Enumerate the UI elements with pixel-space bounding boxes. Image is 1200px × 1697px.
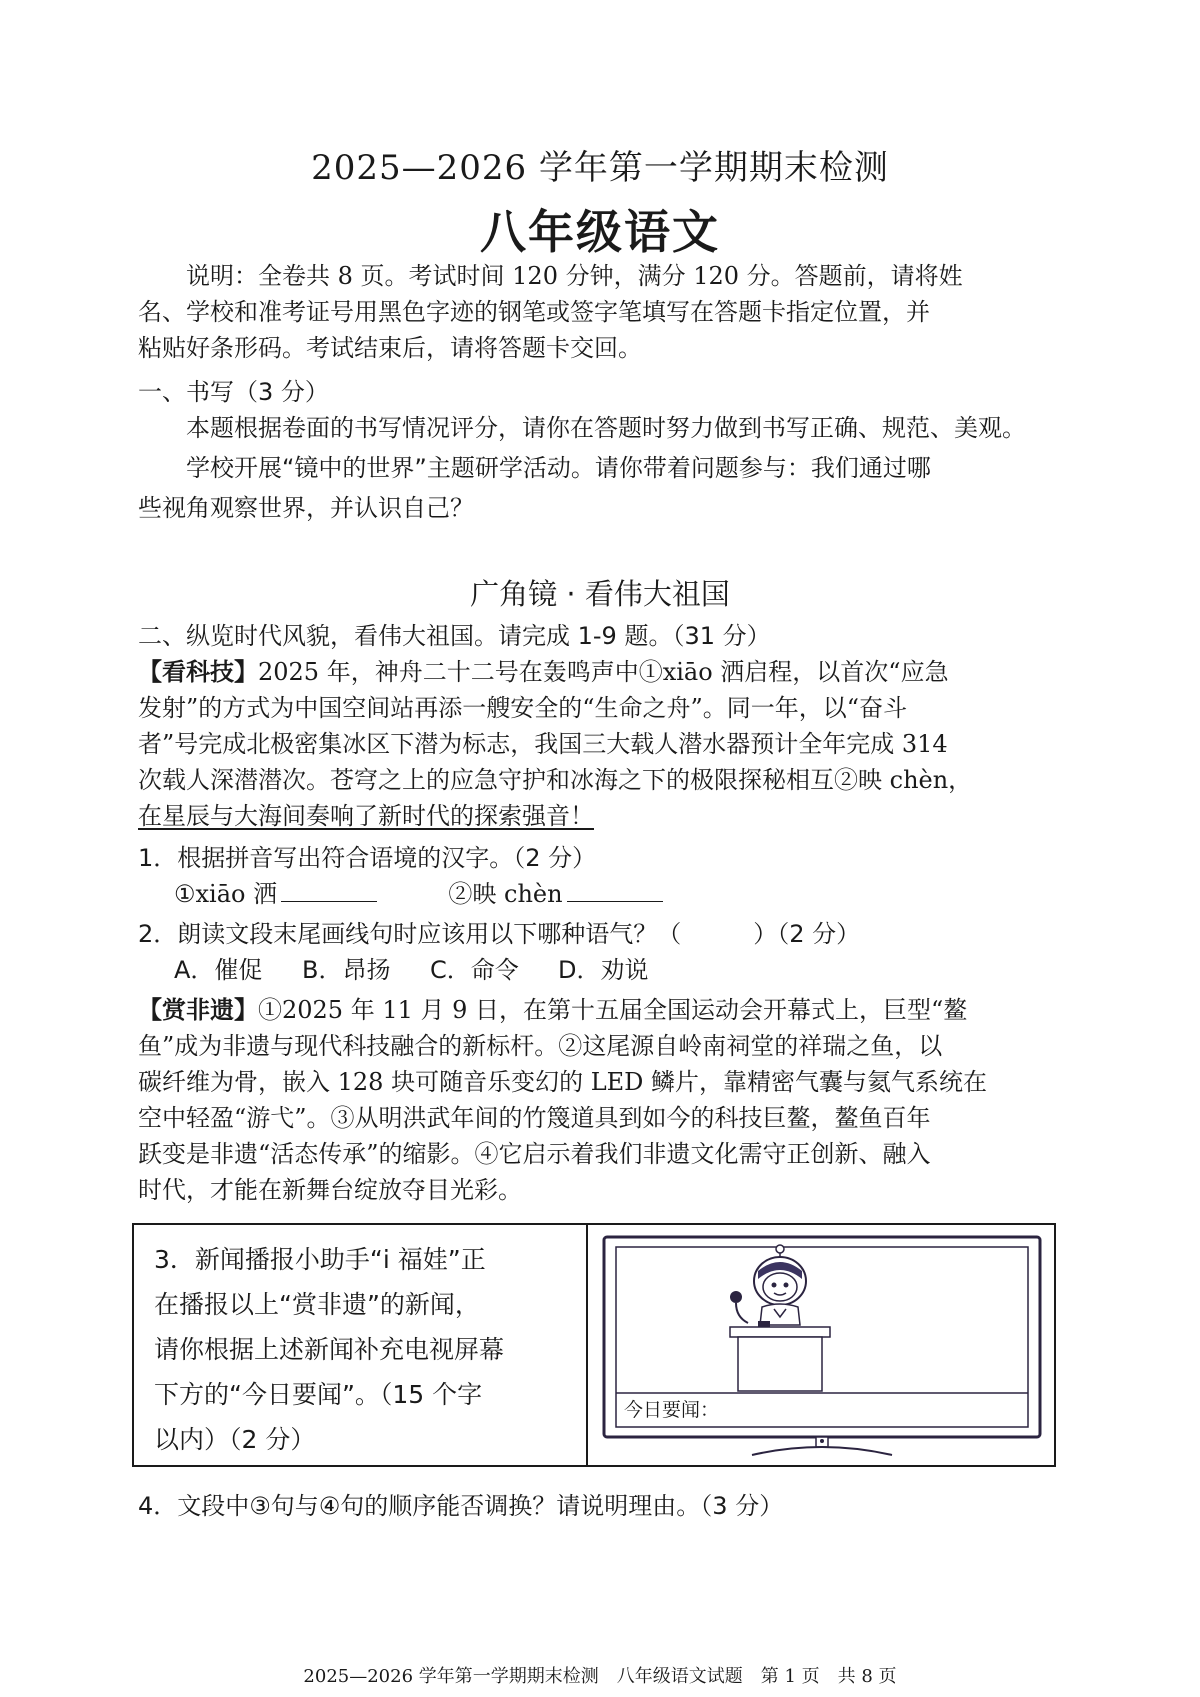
instructions-line-2: 名、学校和准考证号用黑色字迹的钢笔或签字笔填写在答题卡指定位置，并 [138, 298, 930, 326]
tv-stand [752, 1447, 892, 1455]
section-title: 广角镜 · 看伟大祖国 [470, 577, 730, 611]
instructions [138, 258, 1078, 294]
q3-divider [586, 1225, 588, 1465]
part1-text-1: 本题根据卷面的书写情况评分，请你在答题时努力做到书写正确、规范、美观。 [186, 414, 1026, 442]
passage-heritage-line-1: ①2025 年 11 月 9 日，在第十五届全国运动会开幕式上，巨型“鳌 [258, 996, 968, 1024]
q1-blank-1[interactable] [281, 879, 377, 902]
q1-stem: 1．根据拼音写出符合语境的汉字。（2 分） [138, 844, 597, 872]
passage-tech [138, 654, 1078, 690]
passage-tech-tag: 【看科技】 [138, 658, 258, 686]
q2-option-d[interactable]: D．劝说 [558, 956, 649, 984]
q3-line-1: 3．新闻播报小助手“i 福娃”正 [154, 1245, 486, 1274]
q2-option-c[interactable]: C．命令 [430, 956, 519, 984]
passage-heritage [138, 992, 1078, 1028]
q2-option-a[interactable]: A．催促 [174, 956, 263, 984]
part1 [138, 374, 1078, 526]
mascot-anchor-illustration [730, 1245, 830, 1391]
q2-options [138, 952, 1078, 988]
q3-box [132, 1223, 1056, 1467]
instructions-line-1: 说明：全卷共 8 页。考试时间 120 分钟，满分 120 分。答题前，请将姓 [186, 262, 963, 290]
q4-stem: 4．文段中③句与④句的顺序能否调换？请说明理由。（3 分） [138, 1492, 784, 1520]
q3-line-2: 在播报以上“赏非遗”的新闻， [154, 1290, 480, 1319]
passage-heritage-line-6: 时代，才能在新舞台绽放夺目光彩。 [138, 1176, 522, 1204]
q3-line-3: 请你根据上述新闻补充电视屏幕 [154, 1335, 505, 1364]
passage-tech-line-4: 次载人深潜潜次。苍穹之上的应急守护和冰海之下的极限探秘相互②映 chèn， [138, 766, 973, 794]
passage-heritage-line-5: 跃变是非遗“活态传承”的缩影。④它启示着我们非遗文化需守正创新、融入 [138, 1140, 931, 1168]
tv-power-dot [820, 1439, 824, 1443]
passage-tech-line-1: 2025 年，神舟二十二号在轰鸣声中①xiāo 洒启程，以首次“应急 [258, 658, 949, 686]
tv-caption-label: 今日要闻： [624, 1399, 720, 1421]
passage-tech-line-2: 发射”的方式为中国空间站再添一艘安全的“生命之舟”。同一年，以“奋斗 [138, 694, 908, 722]
passage-heritage-tag: 【赏非遗】 [138, 996, 258, 1024]
q3-line-5: 以内）（2 分） [154, 1425, 316, 1454]
q3-line-4: 下方的“今日要闻”。（15 个字 [154, 1380, 483, 1409]
exam-title: 2025—2026 学年第一学期期末检测 [311, 148, 889, 188]
q1-item-1: ①xiāo 洒 [174, 880, 278, 908]
page-footer: 2025—2026 学年第一学期期末检测 八年级语文试题 第 1 页 共 8 页 [303, 1666, 897, 1687]
instructions-line-3: 粘贴好条形码。考试结束后，请将答题卡交回。 [138, 334, 642, 362]
instructions-cont [138, 294, 1078, 366]
q1-blank-2[interactable] [567, 879, 663, 902]
q3-text [154, 1237, 534, 1462]
q2-stem: 2．朗读文段末尾画线句时应该用以下哪种语气？（ ）（2 分） [138, 920, 861, 948]
passage-heritage-line-4: 空中轻盈“游弋”。③从明洪武年间的竹篾道具到如今的科技巨鳌，鳌鱼百年 [138, 1104, 931, 1132]
q1-item-2: ②映 chèn [448, 880, 563, 908]
q1-items [138, 876, 1078, 912]
part1-heading: 一、书写（3 分） [138, 378, 329, 406]
passage-heritage-line-3: 碳纤维为骨，嵌入 128 块可随音乐变幻的 LED 鳞片，靠精密气囊与氦气系统在 [138, 1068, 988, 1096]
q4 [138, 1488, 1078, 1524]
tv-illustration [602, 1233, 1042, 1459]
part1-text-2b: 些视角观察世界，并认识自己？ [138, 494, 474, 522]
passage-heritage-line-2: 鱼”成为非遗与现代科技融合的新标杆。②这尾源自岭南祠堂的祥瑞之鱼，以 [138, 1032, 943, 1060]
part2-heading: 二、纵览时代风貌，看伟大祖国。请完成 1-9 题。（31 分） [138, 622, 771, 650]
passage-tech-line-3: 者”号完成北极密集冰区下潜为标志，我国三大载人潜水器预计全年完成 314 [138, 730, 948, 758]
passage-tech-underlined-line: 在星辰与大海间奏响了新时代的探索强音！ [138, 802, 594, 830]
part1-text-2a: 学校开展“镜中的世界”主题研学活动。请你带着问题参与：我们通过哪 [186, 454, 931, 482]
q2-option-b[interactable]: B．昂扬 [302, 956, 391, 984]
subject-title: 八年级语文 [480, 205, 720, 259]
part2 [138, 618, 1078, 1208]
